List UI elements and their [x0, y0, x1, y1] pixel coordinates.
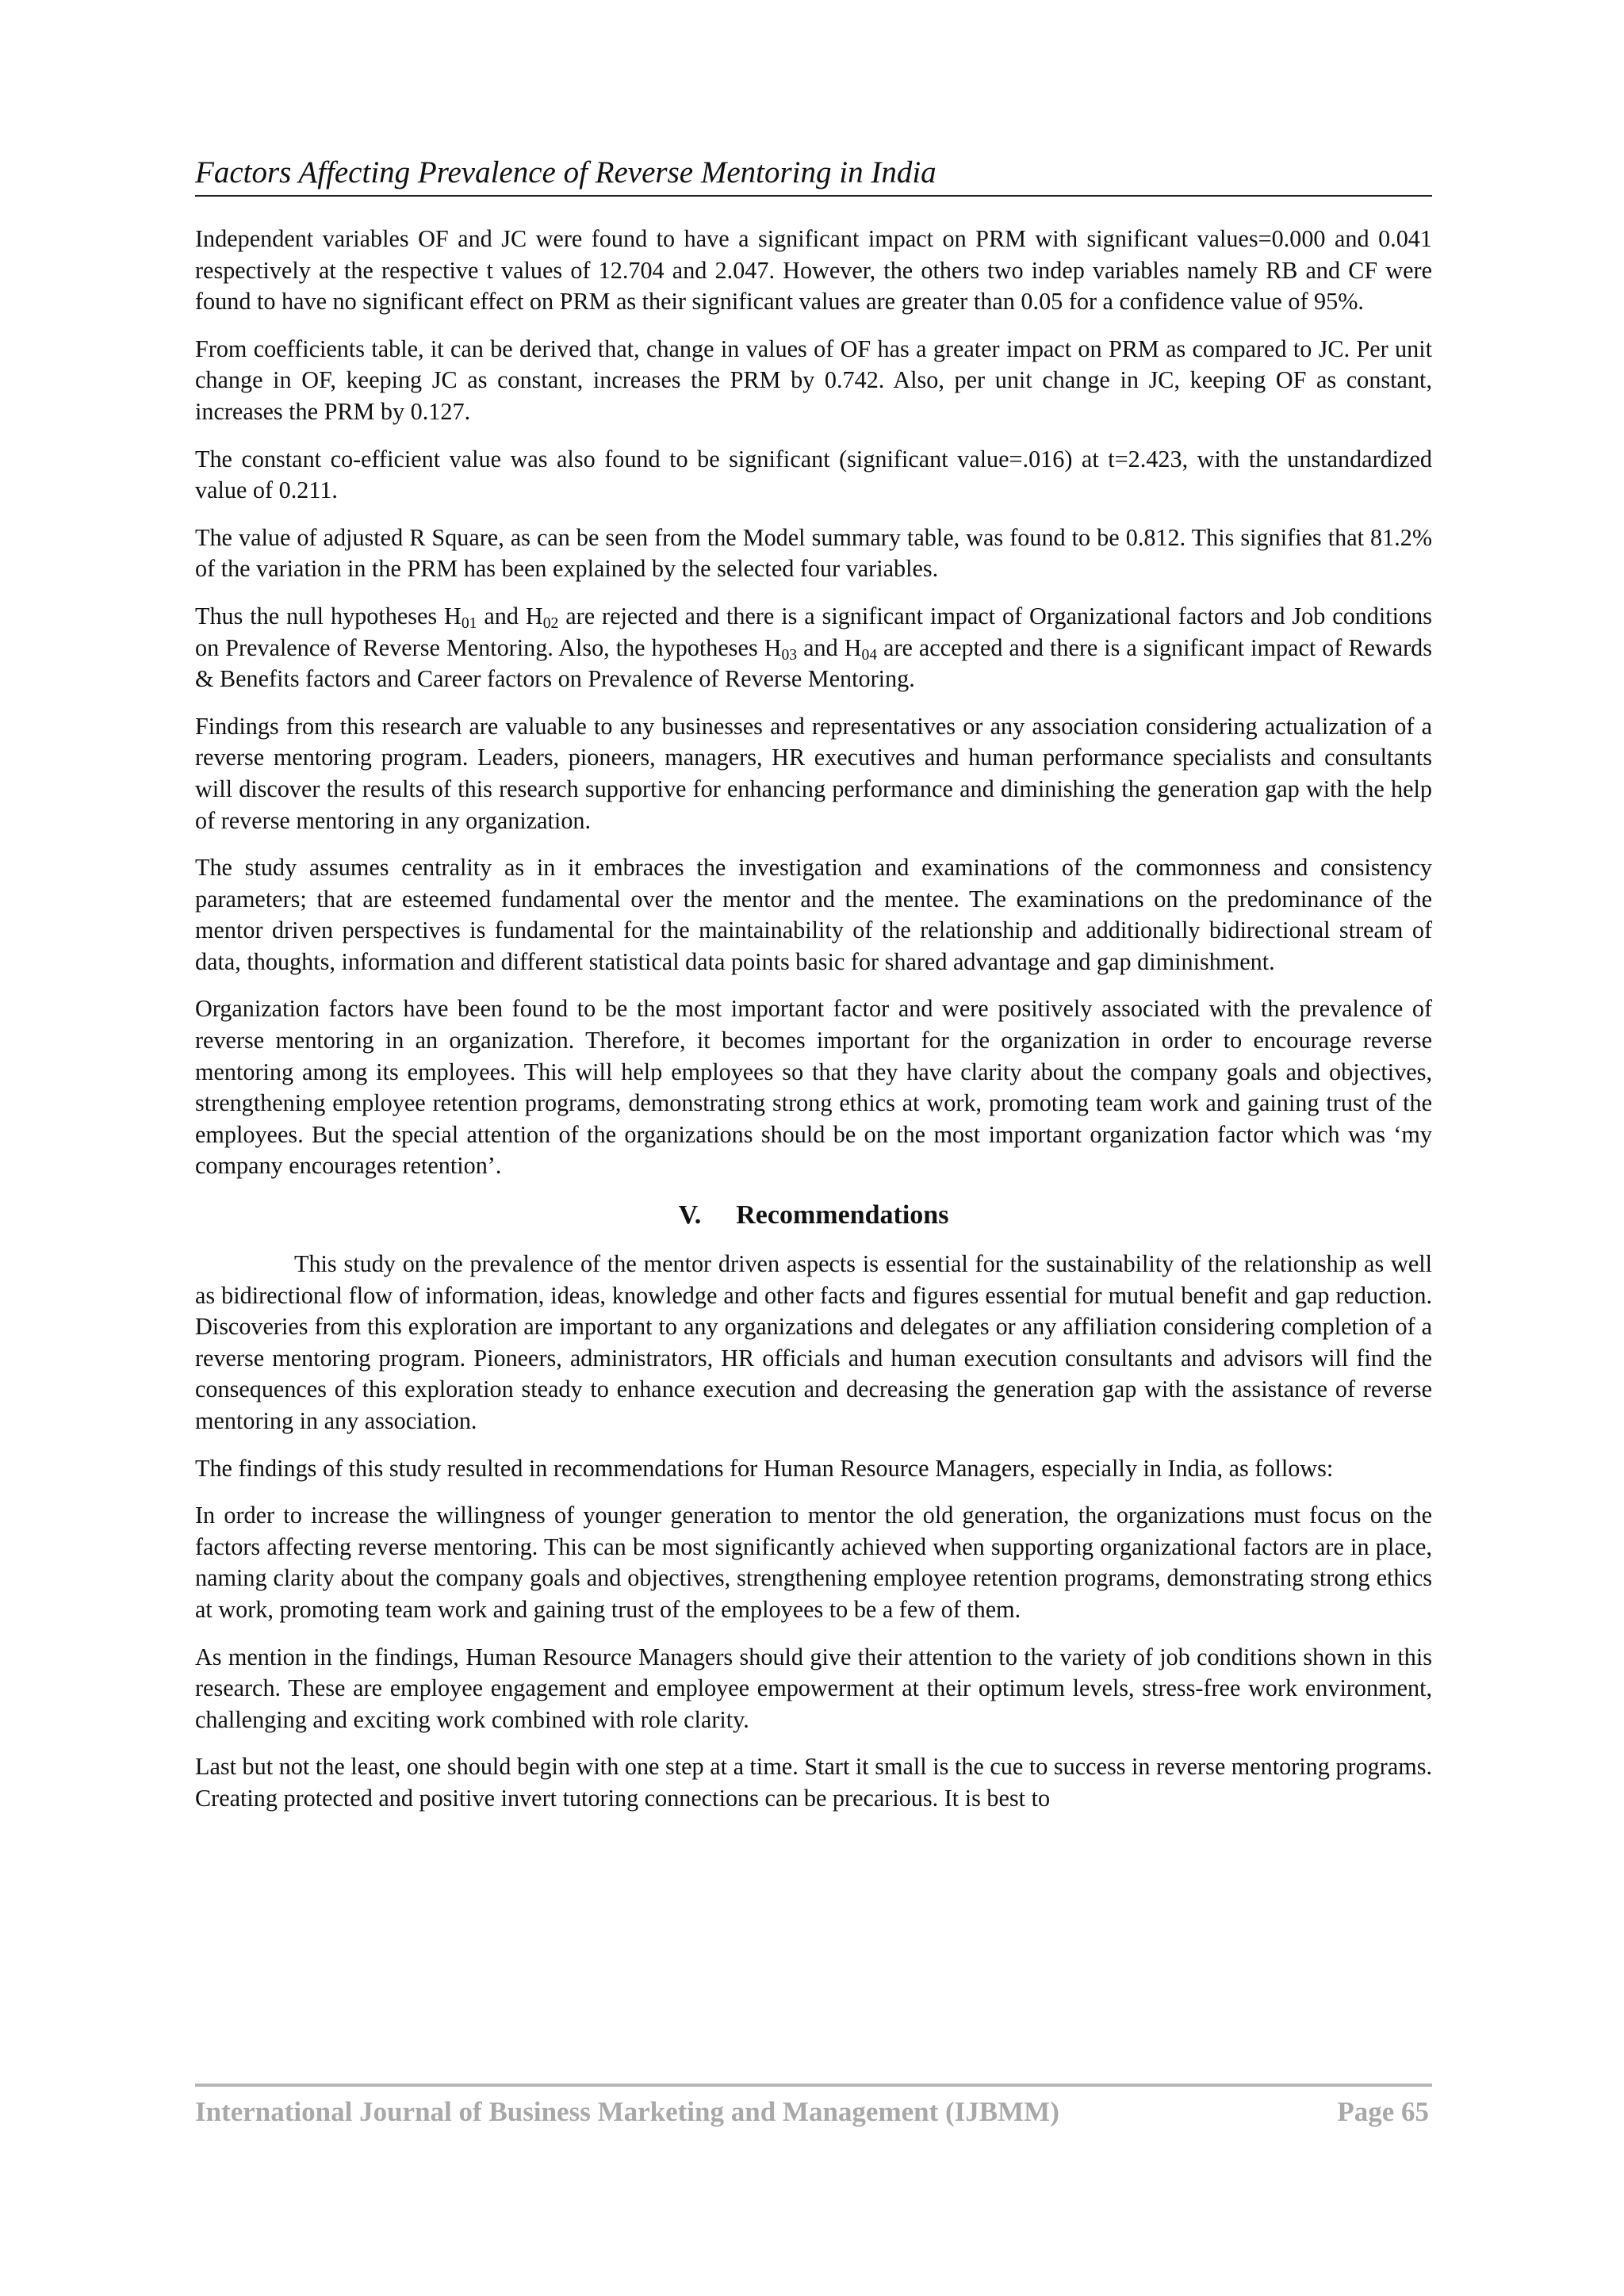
paragraph: Findings from this research are valuable to any businesses and representatives or any association considering actualization of a reverse mentoring program. Leaders, pioneers, managers, HR executives and human performance specialists and consultants will discover the results of this research supportive for enhancing performance and diminishing the generation gap with the help of reverse mentoring in any organization.	[195, 712, 1432, 834]
paragraph: The study assumes centrality as in it embraces the investigation and examinations of the commonness and consistency parameters; that are esteemed fundamental over the mentor and the mentee. The examinations on the predominance of the mentor driven perspectives is fundamental for the maintainability of the relationship and additionally bidirectional stream of data, thoughts, information and different statistical data points basic for shared advantage and gap diminishment.	[195, 854, 1432, 975]
section-heading	[195, 1198, 1432, 1233]
text-run: are accepted and there is a significant impact of Rewards & Benefits factors and Career factors on Prevalence of Reverse Mentoring.	[195, 633, 1433, 693]
journal-name: International Journal of Business Marketing and Management (IJBMM)	[195, 2096, 1059, 2127]
subscript: 03	[781, 646, 798, 664]
header-rule	[195, 195, 1432, 197]
running-header: Factors Affecting Prevalence of Reverse Mentoring in India	[195, 155, 936, 189]
paragraph: The value of adjusted R Square, as can be seen from the Model summary table, was found to be 0.812. This signifies that 81.2% of the variation in the PRM has been explained by the selected four variables.	[195, 523, 1432, 583]
section-title: Recommendations	[736, 1200, 949, 1230]
paragraph: This study on the prevalence of the mentor driven aspects is essential for the sustainability of the relationship as well as bidirectional flow of information, ideas, knowledge and other facts and figures essential for mutual benefit and gap reduction. Discoveries from this exploration are important to any organizations and delegates or any affiliation considering completion of a reverse mentoring program. Pioneers, administrators, HR officials and human execution consultants and advisors will find the consequences of this exploration steady to enhance execution and decreasing the generation gap with the assistance of reverse mentoring in any association.	[195, 1250, 1432, 1434]
subscript: 02	[542, 614, 559, 632]
page-number: Page 65	[1337, 2096, 1429, 2127]
text-run: Thus the null hypotheses H	[195, 602, 462, 629]
paragraph: The constant co-efficient value was also found to be significant (significant value=.016) at t=2.423, with the unstandardized value of 0.211.	[195, 445, 1432, 504]
section-number: V.	[678, 1200, 702, 1230]
subscript: 01	[461, 614, 477, 632]
subscript: 04	[861, 646, 878, 664]
footer-rule	[195, 2084, 1432, 2087]
text-run: and H	[797, 633, 862, 661]
body-text	[195, 224, 1432, 1831]
page-footer	[195, 2095, 1429, 2130]
paragraph: Last but not the least, one should begin with one step at a time. Start it small is the cue to success in reverse mentoring programs. Creating protected and positive invert tutoring connections can be precarious. It is best to	[195, 1753, 1432, 1812]
paragraph: Independent variables OF and JC were found to have a significant impact on PRM with significant values=0.000 and 0.041 respectively at the respective t values of 12.704 and 2.047. However, the others two indep variables namely RB and CF were found to have no significant effect on PRM as their significant values are greater than 0.05 for a confidence value of 95%.	[195, 225, 1432, 316]
text-run: and H	[477, 602, 543, 629]
paragraph: As mention in the findings, Human Resource Managers should give their attention to the variety of job conditions shown in this research. These are employee engagement and employee empowerment at their optimum levels, stress-free work environment, challenging and exciting work combined with role clarity.	[195, 1643, 1432, 1733]
text-run: are rejected and there is a significant impact of Organizational factors and Job conditions on Prevalence of Reverse Mentoring. Also, the hypotheses H	[195, 602, 1432, 661]
paragraph-hypotheses	[195, 601, 1432, 695]
paragraph: From coefficients table, it can be derived that, change in values of OF has a greater impact on PRM as compared to JC. Per unit change in OF, keeping JC as constant, increases the PRM by 0.742. Also, per unit change in JC, keeping OF as constant, increases the PRM by 0.127.	[195, 335, 1432, 425]
paragraph: In order to increase the willingness of younger generation to mentor the old generation, the organizations must focus on the factors affecting reverse mentoring. This can be most significantly achieved when supporting organizational factors are in place, naming clarity about the company goals and objectives, strengthening employee retention programs, demonstrating strong ethics at work, promoting team work and gaining trust of the employees to be a few of them.	[195, 1502, 1432, 1623]
paragraph: The findings of this study resulted in recommendations for Human Resource Managers, especially in India, as follows:	[195, 1454, 1334, 1482]
paragraph: Organization factors have been found to be the most important factor and were positively associated with the prevalence of reverse mentoring in an organization. Therefore, it becomes important for the organization in order to encourage reverse mentoring among its employees. This will help employees so that they have clarity about the company goals and objectives, strengthening employee retention programs, demonstrating strong ethics at work, promoting team work and gaining trust of the employees. But the special attention of the organizations should be on the most important organization factor which was ‘my company encourages retention’.	[195, 995, 1432, 1180]
